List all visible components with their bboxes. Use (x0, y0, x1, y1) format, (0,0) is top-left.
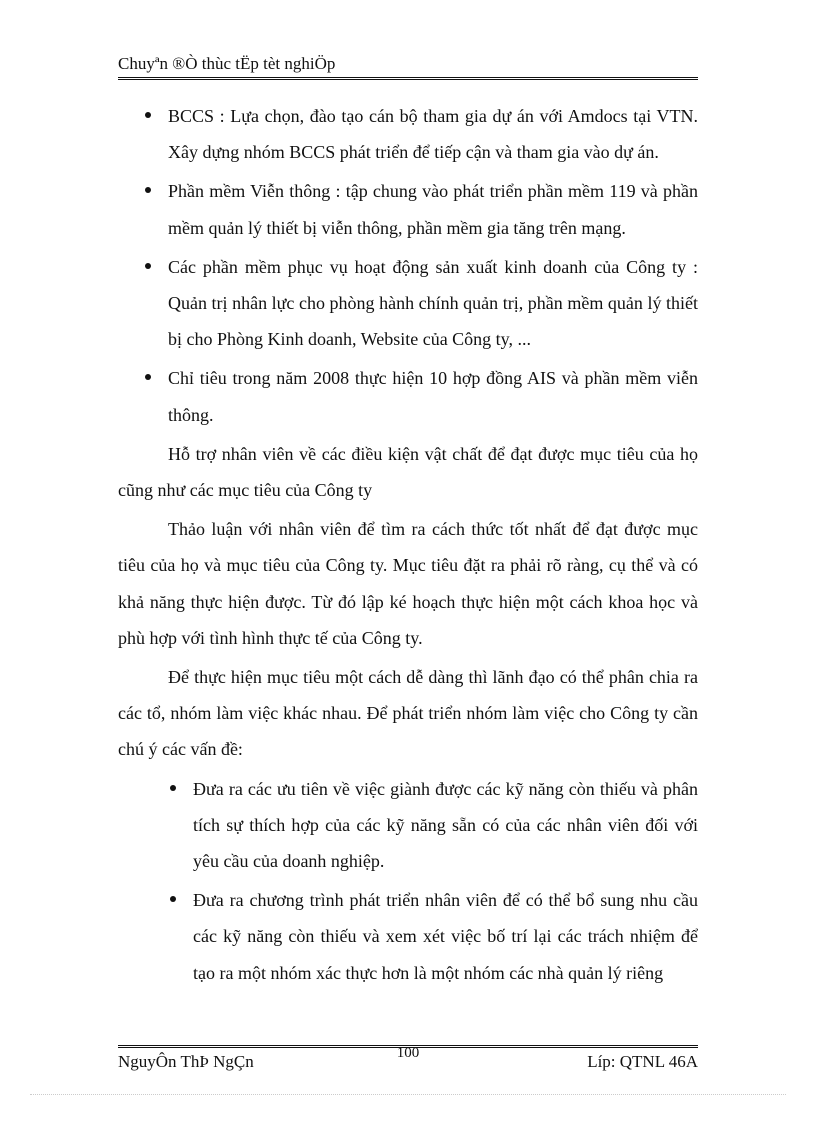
list-item: Phần mềm Viễn thông : tập chung vào phát triển phần mềm 119 và phần mềm quản lý thiết bị viễn thông, phần mềm gia tăng trên mạng. (118, 173, 698, 245)
bullet-list-top (118, 98, 698, 433)
bullet-list-bottom (118, 771, 698, 991)
page-content (118, 98, 698, 994)
paragraph: Hỗ trợ nhân viên về các điều kiện vật chất để đạt được mục tiêu của họ cũng như các mục tiêu của Công ty (118, 443, 698, 501)
footer-author: NguyÔn ThÞ NgÇn (118, 1052, 254, 1071)
paragraph: Để thực hiện mục tiêu một cách dễ dàng thì lãnh đạo có thể phân chia ra các tổ, nhóm làm việc khác nhau. Để phát triển nhóm làm việc cho Công ty cần chú ý các vấn đề: (118, 667, 698, 760)
list-item: Đưa ra các ưu tiên về việc giành được các kỹ năng còn thiếu và phân tích sự thích hợp của các kỹ năng sẵn có của các nhân viên đối với yêu cầu của doanh nghiệp. (118, 771, 698, 880)
list-item: BCCS : Lựa chọn, đào tạo cán bộ tham gia dự án với Amdocs tại VTN. Xây dựng nhóm BCCS phát triển để tiếp cận và tham gia vào dự án. (118, 98, 698, 170)
header-divider (118, 77, 698, 80)
list-item: Đưa ra chương trình phát triển nhân viên để có thể bổ sung nhu cầu các kỹ năng còn thiếu và xem xét việc bố trí lại các trách nhiệm để tạo ra một nhóm xác thực hơn là một nhóm các nhà quản lý riêng (118, 882, 698, 991)
list-item: Chỉ tiêu trong năm 2008 thực hiện 10 hợp đồng AIS và phần mềm viễn thông. (118, 360, 698, 432)
page-header (118, 52, 698, 78)
footer-class-label: Líp: QTNL 46A (587, 1052, 698, 1071)
list-item: Các phần mềm phục vụ hoạt động sản xuất kinh doanh của Công ty : Quản trị nhân lực cho phòng hành chính quản trị, phần mềm quản lý thiết bị cho Phòng Kinh doanh, Website của Công ty, ... (118, 249, 698, 358)
header-title: Chuyªn ®Ò thùc tËp tèt nghiÖp (118, 54, 336, 73)
page-number: 100 (396, 1045, 420, 1061)
page-edge-divider (30, 1094, 786, 1095)
paragraph: Thảo luận với nhân viên để tìm ra cách thức tốt nhất để đạt được mục tiêu của họ và mục tiêu của Công ty. Mục tiêu đặt ra phải rõ ràng, cụ thể và có khả năng thực hiện được. Từ đó lập ké hoạch thực hiện một cách khoa học và phù hợp với tình hình thực tế của Công ty. (118, 519, 698, 648)
